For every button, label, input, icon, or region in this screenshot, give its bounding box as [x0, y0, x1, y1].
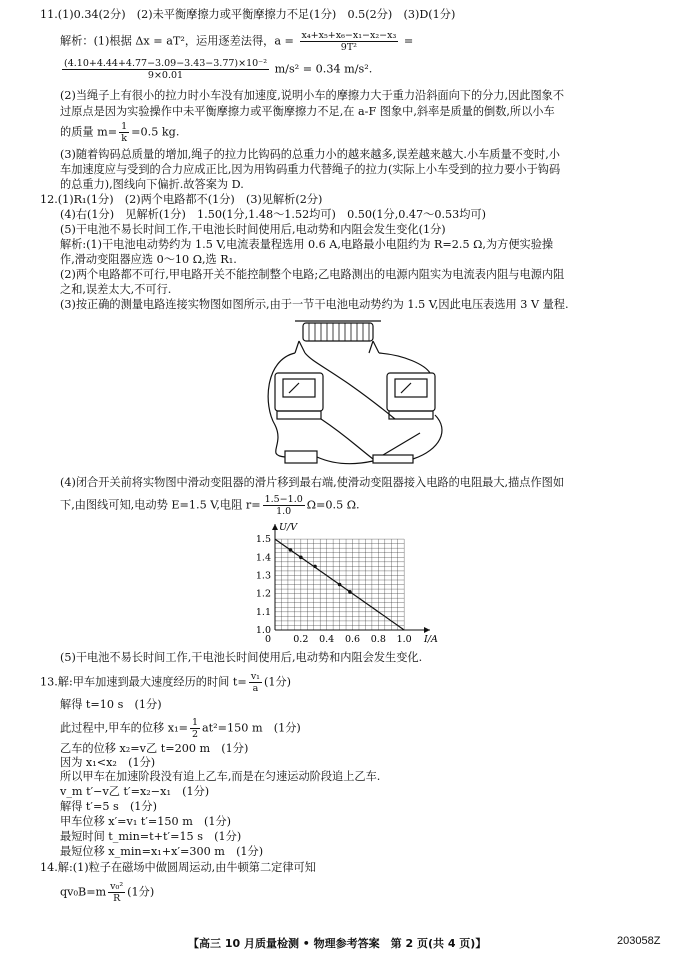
q11-answer-line: 11.(1)0.34(2分) (2)未平衡摩擦力或平衡摩擦力不足(1分) 0.5(2分) (3)D(1分) — [40, 8, 456, 21]
q13-half-fraction: $\frac{1}{2}$ — [191, 717, 199, 740]
q13-time-fraction: $\frac{\text{v₁}}{a}$ — [250, 671, 260, 694]
data-point — [338, 583, 342, 587]
y-tick-label: 1.5 — [255, 534, 271, 546]
data-point — [289, 548, 293, 552]
y-tick-label: 1.2 — [255, 588, 271, 600]
data-point — [313, 565, 317, 569]
y-axis-arrow — [272, 524, 278, 530]
q11-p3-line2: 车加速度应与受到的合力应成正比,因为用钩码重力代替绳子的拉力(实际上小车受到的拉力要小于钩码 — [60, 163, 561, 176]
x-tick-label: 0.2 — [293, 634, 309, 645]
data-point — [348, 590, 352, 594]
q12-answer-line3: (5)干电池不易长时间工作,干电池长时间使用后,电动势和内阻会发生变化(1分) — [60, 223, 446, 236]
x-tick-label: 0.6 — [344, 634, 361, 645]
q13-line2: 解得 t=10 s (1分) — [60, 698, 162, 711]
circuit-diagram — [255, 315, 455, 475]
q11-mass-fraction: $\frac{1}{k}$ — [121, 121, 128, 144]
q13-line10: 最短时间 t_min=t+t′=15 s (1分) — [60, 830, 242, 843]
q14-line1: 14.解:(1)粒子在磁场中做圆周运动,由牛顿第二定律可知 — [40, 861, 316, 874]
footer-title: 【高三 10 月质量检测 • 物理参考答案 第 2 页(共 4 页)】 — [188, 937, 487, 950]
q12-analysis-line2: 作,滑动变阻器应选 0～10 Ω,选 R₁. — [60, 253, 237, 266]
y-tick-label: 1.4 — [255, 552, 271, 564]
q12-analysis-line6: (4)闭合开关前将实物图中滑动变阻器的滑片移到最右端,使滑动变阻器接入电路的电阻最大,描点作图如 — [60, 476, 565, 489]
x-axis-label: I/A — [424, 634, 438, 645]
y-axis-label: U/V — [279, 522, 298, 533]
y-tick-label: 1.3 — [255, 570, 271, 582]
q12-analysis-line3: (2)两个电路都不可行,甲电路开关不能控制整个电路;乙电路测出的电源内阻实为电流表内阻与电源内阻 — [60, 268, 565, 281]
q12-analysis-line8: (5)干电池不易长时间工作,干电池长时间使用后,电动势和内阻会发生变化. — [60, 651, 423, 664]
u-i-chart — [245, 520, 455, 645]
q13-line4: 乙车的位移 x₂=v乙 t=200 m (1分) — [60, 742, 249, 755]
rheostat-icon — [303, 323, 373, 341]
q12-analysis-line1: 解析:(1)干电池电动势约为 1.5 V,电流表量程选用 0.6 A,电路最小电阻约为 R=2.5 Ω,为方便实验操 — [60, 238, 554, 251]
footer-code: 203058Z — [617, 935, 661, 947]
q12-analysis-line4: 之和,误差太大,不可行. — [60, 283, 172, 296]
q11-formula-fraction: $\frac{\text{x₄+x₅+x₆−x₁−x₂−x₃}}{\text{9T²}}$ — [301, 30, 397, 53]
q11-p3-line3: 的总重力),图线向下偏折.故答案为 D. — [60, 178, 244, 191]
q13-line8: 解得 t′=5 s (1分) — [60, 800, 157, 813]
q12-answer-line2: (4)右(1分) 见解析(1分) 1.50(1分,1.48～1.52均可) 0.50(1分,0.47～0.53均可) — [60, 208, 486, 221]
q11-analysis-line1: 解析：(1)根据 Δx = aT²，运用逐差法得，a = $\frac{\text{x₄+x₅+x₆−x₁−x₂−x₃}}{\text{9T²}}$ = — [60, 30, 414, 53]
q13-line7: v_m t′−v乙 t′=x₂−x₁ (1分) — [60, 785, 210, 798]
q13-line5: 因为 x₁<x₂ (1分) — [60, 756, 156, 769]
q13-line6: 所以甲车在加速阶段没有追上乙车,而是在匀速运动阶段追上乙车. — [60, 770, 381, 783]
q12-analysis-line5: (3)按正确的测量电路连接实物图如图所示,由于一节干电池电动势约为 1.5 V,因此电压表选用 3 V 量程. — [60, 298, 569, 311]
q12-answer-line1: 12.(1)R₁(1分) (2)两个电路都不(1分) (3)见解析(2分) — [40, 193, 323, 206]
q11-p2-line2: 过原点是因为实验操作中未平衡摩擦力或平衡摩擦力不足,在 a-F 图象中,斜率是质量的倒数,所以小车 — [60, 105, 555, 118]
data-point — [299, 555, 303, 559]
y-tick-label: 1.0 — [255, 625, 271, 636]
q14-velocity-fraction: $\frac{\text{v₀²}}{R}$ — [110, 881, 124, 904]
battery-icon — [285, 451, 317, 463]
q11-p3-line1: (3)随着钩码总质量的增加,绳子的拉力比钩码的总重力小的越来越多,误差越来越大.小车质量不变时,小 — [60, 148, 560, 161]
x-axis-arrow — [424, 627, 430, 633]
q13-line3: 此过程中,甲车的位移 x₁= $\frac{1}{2}$ at²=150 m (1分) — [60, 717, 301, 740]
q13-line11: 最短位移 x_min=x₁+x′=300 m (1分) — [60, 845, 264, 858]
q13-line1: 13.解:甲车加速到最大速度经历的时间 t= $\frac{\text{v₁}}{a}$ (1分) — [40, 671, 292, 694]
y-tick-label: 1.1 — [255, 606, 271, 618]
origin-label: 0 — [264, 634, 271, 645]
q11-analysis-text: 解析：(1)根据 Δx = aT²，运用逐差法得，a = — [60, 34, 294, 48]
q12-analysis-line7: 下,由图线可知,电动势 E=1.5 V,电阻 r= $\frac{1.5-1.0}{1.0}$ Ω=0.5 Ω. — [60, 494, 360, 517]
x-tick-label: 0.8 — [370, 634, 386, 645]
q11-p2-line1: (2)当绳子上有很小的拉力时小车没有加速度,说明小车的摩擦力大于重力沿斜面向下的分力,因此图象不 — [60, 89, 565, 102]
q11-p2-line3: 的质量 m= $\frac{1}{k}$ =0.5 kg. — [60, 121, 180, 144]
x-tick-label: 1.0 — [396, 634, 412, 645]
q11-analysis-line2: $\frac{\text{(4.10+4.44+4.77−3.09−3.43−3.77)×10⁻²}}{9\times 0.01}$ m/s² = 0.34 m/s². — [64, 58, 373, 81]
q11-value-fraction: $\frac{\text{(4.10+4.44+4.77−3.09−3.43−3.77)×10⁻²}}{9\times 0.01}$ — [64, 58, 267, 81]
switch-icon — [373, 455, 413, 463]
q14-line2: qv₀B=m $\frac{\text{v₀²}}{R}$ (1分) — [60, 881, 155, 904]
q12-resistance-fraction: $\frac{1.5-1.0}{1.0}$ — [264, 494, 303, 517]
q13-line9: 甲车位移 x′=v₁ t′=150 m (1分) — [60, 815, 232, 828]
x-tick-label: 0.4 — [319, 634, 335, 645]
